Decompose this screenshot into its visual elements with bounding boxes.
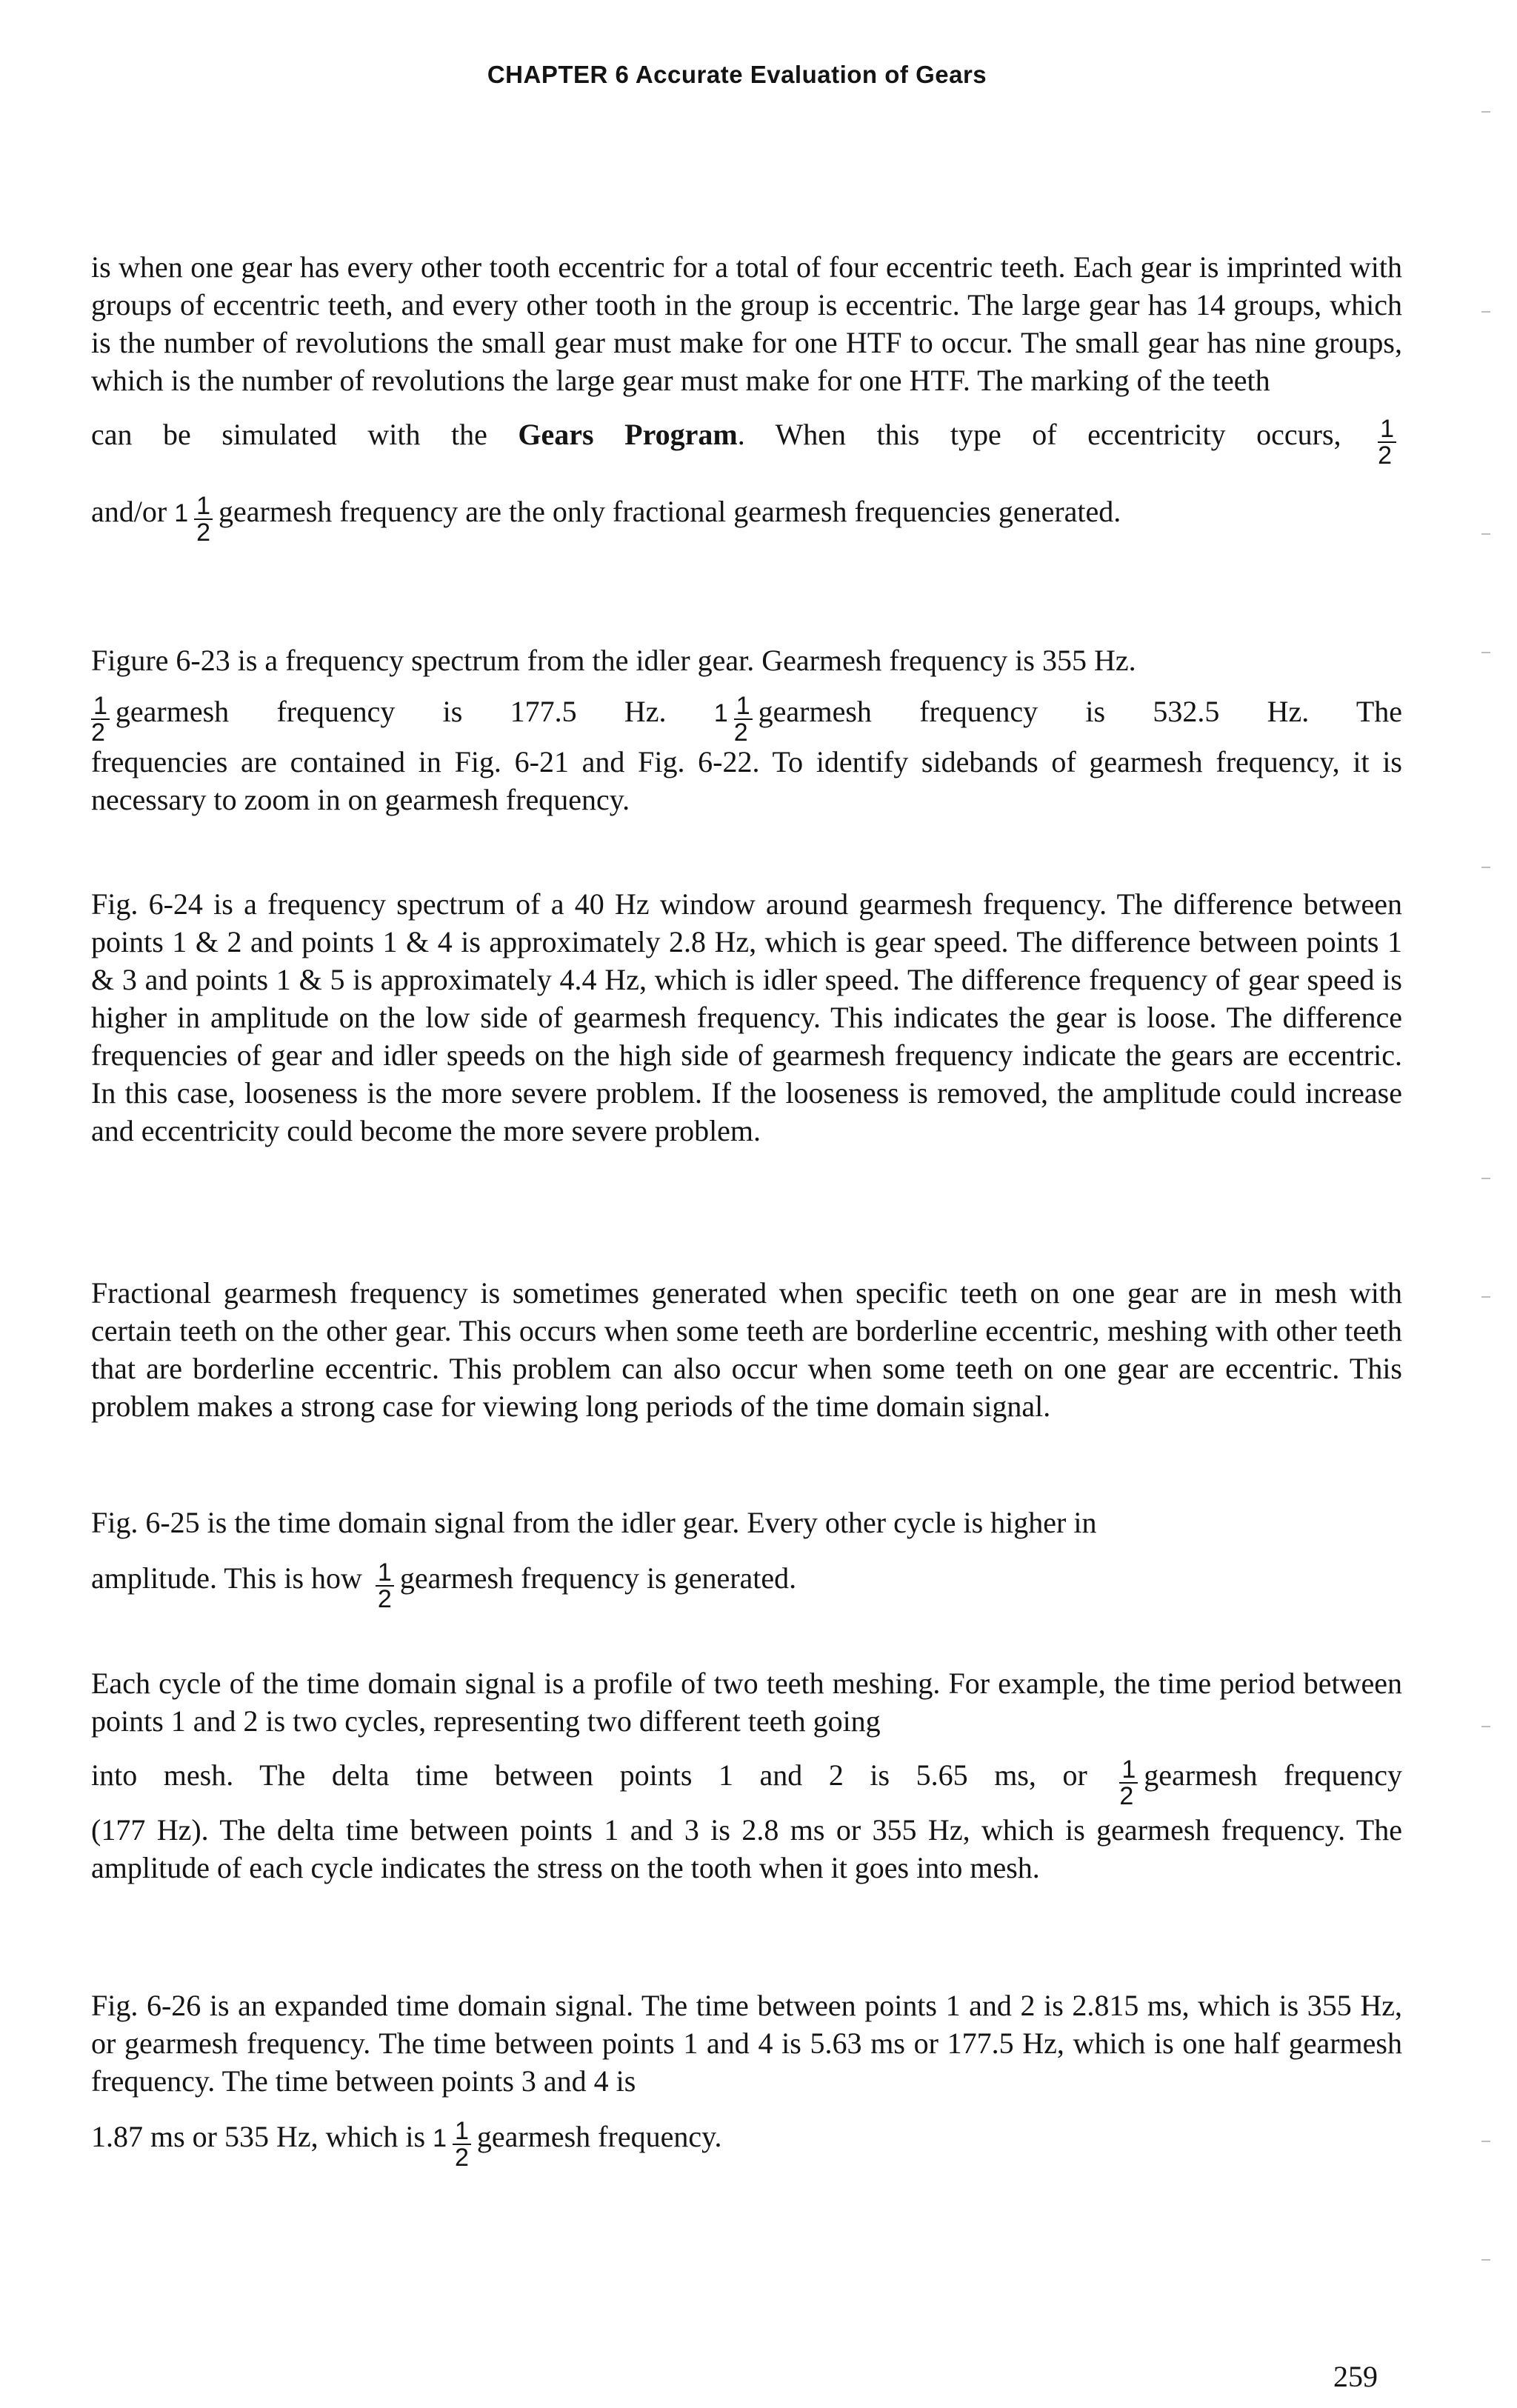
margin-tick xyxy=(1481,2259,1490,2261)
fraction-half: $\frac{1}{2}$ xyxy=(734,693,753,745)
paragraph-2-line-1: Figure 6-23 is a frequency spectrum from the idler gear. Gearmesh frequency is 355 Hz. xyxy=(91,644,1136,677)
paragraph-5 xyxy=(91,1504,1402,1620)
fraction-half: $\frac{1}{2}$ xyxy=(194,493,213,545)
margin-tick xyxy=(1481,111,1490,113)
margin-tick xyxy=(1481,533,1490,535)
margin-tick xyxy=(1481,1178,1490,1179)
fraction-whole: 1 xyxy=(174,499,189,527)
paragraph-6-line-rest: (177 Hz). The delta time between points 1 and 3 is 2.8 ms or 355 Hz, which is gearmesh frequency. The amplitude of each cycle indicates the stress on the tooth when it goes into mesh. xyxy=(91,1813,1402,1884)
fraction-half: $\frac{1}{2}$ xyxy=(1119,1757,1138,1809)
fraction-half: $\frac{1}{2}$ xyxy=(453,2118,471,2170)
margin-tick xyxy=(1481,1296,1490,1298)
paragraph-5-line-2: amplitude. This is how $\frac{1}{2}$ gearmesh frequency is generated. xyxy=(91,1558,797,1613)
margin-tick xyxy=(1481,311,1490,313)
paragraph-3-text: Fig. 6-24 is a frequency spectrum of a 40 Hz window around gearmesh frequency. The difference between points 1 & 2 and points 1 & 4 is approximately 2.8 Hz, which is gear speed. The difference between points 1 & 3 and points 1 & 5 is approximately 4.4 Hz, which is idler speed. The difference frequency of gear speed is higher in amplitude on the low side of gearmesh frequency. This indicates the gear is loose. The difference frequencies of gear and idler speeds on the high side of gearmesh frequency indicate the gears are eccentric. In this case, looseness is the more severe problem. If the looseness is removed, the amplitude could increase and eccentricity could become the more severe problem. xyxy=(91,887,1402,1147)
gears-program-label: Gears Program xyxy=(518,418,738,451)
paragraph-1-line-last: and/or 1 $\frac{1}{2}$ gearmesh frequency are the only fractional gearmesh frequencies generated. xyxy=(91,491,1121,547)
fraction-half: $\frac{1}{2}$ xyxy=(376,1560,394,1612)
paragraph-1 xyxy=(91,248,1402,555)
fraction-half: $\frac{1}{2}$ xyxy=(91,693,110,745)
fraction-whole: 1 xyxy=(713,699,728,727)
paragraph-2 xyxy=(91,641,1402,818)
chapter-header: CHAPTER 6 Accurate Evaluation of Gears xyxy=(487,61,987,88)
fraction-half: $\frac{1}{2}$ xyxy=(1378,416,1396,468)
margin-tick xyxy=(1481,867,1490,868)
page-number: 259 xyxy=(1333,2360,1378,2393)
paragraph-1-text: is when one gear has every other tooth eccentric for a total of four eccentric teeth. Each gear is imprinted with groups of eccentric teeth, and every other tooth in the group is eccentric. The large gear has 14 groups, which is the number of revolutions the small gear must make for one HTF to occur. The small gear has nine groups, which is the number of revolutions the large gear must make for one HTF. The marking of the teeth xyxy=(91,250,1402,397)
fraction-whole: 1 xyxy=(433,2124,447,2152)
paragraph-3 xyxy=(91,885,1402,1150)
paragraph-4 xyxy=(91,1274,1402,1425)
paragraph-7 xyxy=(91,1987,1402,2180)
paragraph-2-line-fractions: $\frac{1}{2}$ gearmesh frequency is 177.5 Hz. 1 $\frac{1}{2}$ gearmesh frequency is 532.5 Hz. The xyxy=(91,691,1403,747)
paragraph-2-line-rest: frequencies are contained in Fig. 6-21 and Fig. 6-22. To identify sidebands of gearmesh frequency, it is necessary to zoom in on gearmesh frequency. xyxy=(91,745,1402,816)
paragraph-6-line-1: Each cycle of the time domain signal is a profile of two teeth meshing. For example, the time period between points 1 and 2 is two cycles, representing two different teeth going xyxy=(91,1667,1402,1738)
paragraph-1-line-program: can be simulated with the Gears Program. When this type of eccentricity occurs, $\frac{1}{2}$ xyxy=(91,393,1402,476)
paragraph-4-text: Fractional gearmesh frequency is sometimes generated when specific teeth on one gear are in mesh with certain teeth on the other gear. This occurs when some teeth are borderline eccentric, meshing with other teeth that are borderline eccentric. This problem can also occur when some teeth on one gear are eccentric. This problem makes a strong case for viewing long periods of the time domain signal. xyxy=(91,1276,1402,1423)
paragraph-6-line-fraction: into mesh. The delta time between points 1 and 2 is 5.65 ms, or $\frac{1}{2}$ gearmesh frequency xyxy=(91,1755,1403,1810)
margin-tick xyxy=(1481,2141,1490,2142)
paragraph-7-line-1: Fig. 6-26 is an expanded time domain signal. The time between points 1 and 2 is 2.815 ms, which is 355 Hz, or gearmesh frequency. The time between points 1 and 4 is 5.63 ms or 177.5 Hz, which is one half gearmesh frequency. The time between points 3 and 4 is xyxy=(91,1989,1402,2098)
paragraph-5-line-1: Fig. 6-25 is the time domain signal from the idler gear. Every other cycle is higher in xyxy=(91,1506,1097,1539)
paragraph-7-line-last: 1.87 ms or 535 Hz, which is 1 $\frac{1}{2}$ gearmesh frequency. xyxy=(91,2116,722,2172)
margin-tick xyxy=(1481,652,1490,653)
paragraph-6 xyxy=(91,1664,1402,1887)
margin-tick xyxy=(1481,1726,1490,1727)
